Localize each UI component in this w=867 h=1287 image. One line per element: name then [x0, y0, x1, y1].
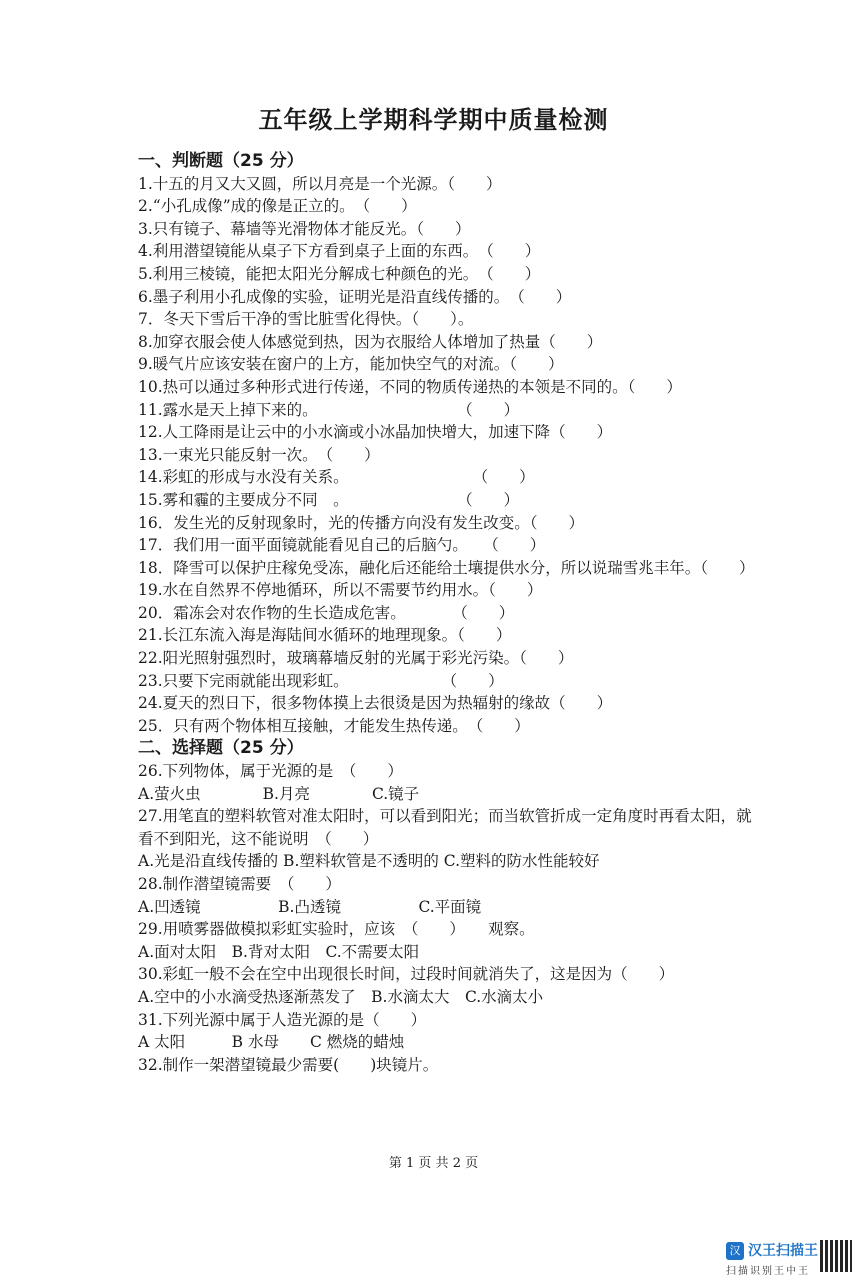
- judge-question: 16．发生光的反射现象时，光的传播方向没有发生改变。（ ）: [138, 513, 584, 532]
- judge-question: 23.只要下完雨就能出现彩虹。 （ ）: [138, 671, 504, 690]
- judge-question: 5.利用三棱镜，能把太阳光分解成七种颜色的光。 （ ）: [138, 264, 541, 283]
- brand-name: 汉王扫描王: [748, 1243, 818, 1259]
- exam-content: [138, 150, 758, 1076]
- judge-question: 6.墨子利用小孔成像的实验，证明光是沿直线传播的。 （ ）: [138, 287, 572, 306]
- section-heading-judge: 一、判断题（25 分）: [138, 151, 304, 171]
- judge-question: 22.阳光照射强烈时，玻璃幕墙反射的光属于彩光污染。（ ）: [138, 649, 574, 668]
- choice-question-line: A.光是沿直线传播的 B.塑料软管是不透明的 C.塑料的防水性能较好: [138, 852, 600, 871]
- judge-question: 3.只有镜子、幕墙等光滑物体才能反光。（ ）: [138, 219, 471, 238]
- choice-question-line: A.凹透镜 B.凸透镜 C.平面镜: [138, 897, 482, 916]
- judge-question: 4.利用潜望镜能从桌子下方看到桌子上面的东西。 （ ）: [138, 242, 541, 261]
- page-title: 五年级上学期科学期中质量检测: [258, 106, 609, 134]
- choice-question-line: 28.制作潜望镜需要 （ ）: [138, 875, 341, 893]
- judge-question: 8.加穿衣服会使人体感觉到热，因为衣服给人体增加了热量（ ）: [138, 332, 603, 351]
- choice-question-line: 30.彩虹一般不会在空中出现很长时间，过段时间就消失了，这是因为（ ）: [138, 965, 675, 984]
- choice-question-line: A.空中的小水滴受热逐渐蒸发了 B.水滴太大 C.水滴太小: [138, 987, 544, 1006]
- judge-question: 25．只有两个物体相互接触，才能发生热传递。 （ ）: [138, 716, 530, 735]
- judge-question: 12.人工降雨是让云中的小水滴或小冰晶加快增大，加速下降（ ）: [138, 423, 613, 442]
- brand-logo-icon: 汉: [726, 1242, 744, 1260]
- scanner-watermark: [726, 1240, 856, 1280]
- page-number: 第 1 页 共 2 页: [388, 1156, 479, 1171]
- choice-question-line: A.萤火虫 B.月亮 C.镜子: [138, 784, 420, 803]
- choice-question-line: A 太阳 B 水母 C 燃烧的蜡烛: [138, 1033, 405, 1052]
- judge-question: 13.一束光只能反射一次。 （ ）: [138, 445, 380, 464]
- judge-question: 20．霜冻会对农作物的生长造成危害。 （ ）: [138, 603, 515, 622]
- judge-question-list: [138, 173, 758, 738]
- qr-code-icon: [820, 1240, 852, 1272]
- choice-question-line: 32.制作一架潜望镜最少需要( )块镜片。: [138, 1055, 439, 1074]
- judge-question: 7．冬天下雪后干净的雪比脏雪化得快。（ ）。: [138, 310, 474, 329]
- choice-question-line: 27.用笔直的塑料软管对准太阳时，可以看到阳光；而当软管折成一定角度时再看太阳，就看不到阳光，这不能说明 （ ）: [138, 807, 752, 848]
- choice-question-list: [138, 760, 758, 1076]
- section-heading-choice: 二、选择题（25 分）: [138, 738, 304, 759]
- judge-question: 18．降雪可以保护庄稼免受冻，融化后还能给土壤提供水分，所以说瑞雪兆丰年。（ ）: [138, 558, 755, 577]
- choice-question-line: 31.下列光源中属于人造光源的是（ ）: [138, 1010, 427, 1029]
- choice-question-line: 26.下列物体，属于光源的是 （ ）: [138, 762, 403, 781]
- choice-question-line: 29.用喷雾器做模拟彩虹实验时，应该 （ ） 观察。: [138, 920, 535, 939]
- judge-question: 9.暖气片应该安装在窗户的上方，能加快空气的对流。（ ）: [138, 355, 564, 374]
- judge-question: 21.长江东流入海是海陆间水循环的地理现象。（ ）: [138, 626, 512, 645]
- judge-question: 1.十五的月又大又圆，所以月亮是一个光源。（ ）: [138, 174, 502, 193]
- judge-question: 19.水在自然界不停地循环，所以不需要节约用水。（ ）: [138, 581, 543, 600]
- brand-slogan: 扫描识别王中王: [726, 1266, 810, 1277]
- judge-question: 15.雾和霾的主要成分不同 。 （ ）: [138, 490, 520, 509]
- judge-question: 14.彩虹的形成与水没有关系。 （ ）: [138, 468, 535, 487]
- choice-question-line: A.面对太阳 B.背对太阳 C.不需要太阳: [138, 942, 420, 961]
- judge-question: 17．我们用一面平面镜就能看见自己的后脑勺。 （ ）: [138, 536, 546, 555]
- judge-question: 11.露水是天上掉下来的。 （ ）: [138, 400, 520, 419]
- judge-question: 2.“小孔成像”成的像是正立的。 （ ）: [138, 197, 417, 216]
- judge-question: 10.热可以通过多种形式进行传递，不同的物质传递热的本领是不同的。（ ）: [138, 377, 682, 396]
- judge-question: 24.夏天的烈日下，很多物体摸上去很烫是因为热辐射的缘故（ ）: [138, 694, 613, 713]
